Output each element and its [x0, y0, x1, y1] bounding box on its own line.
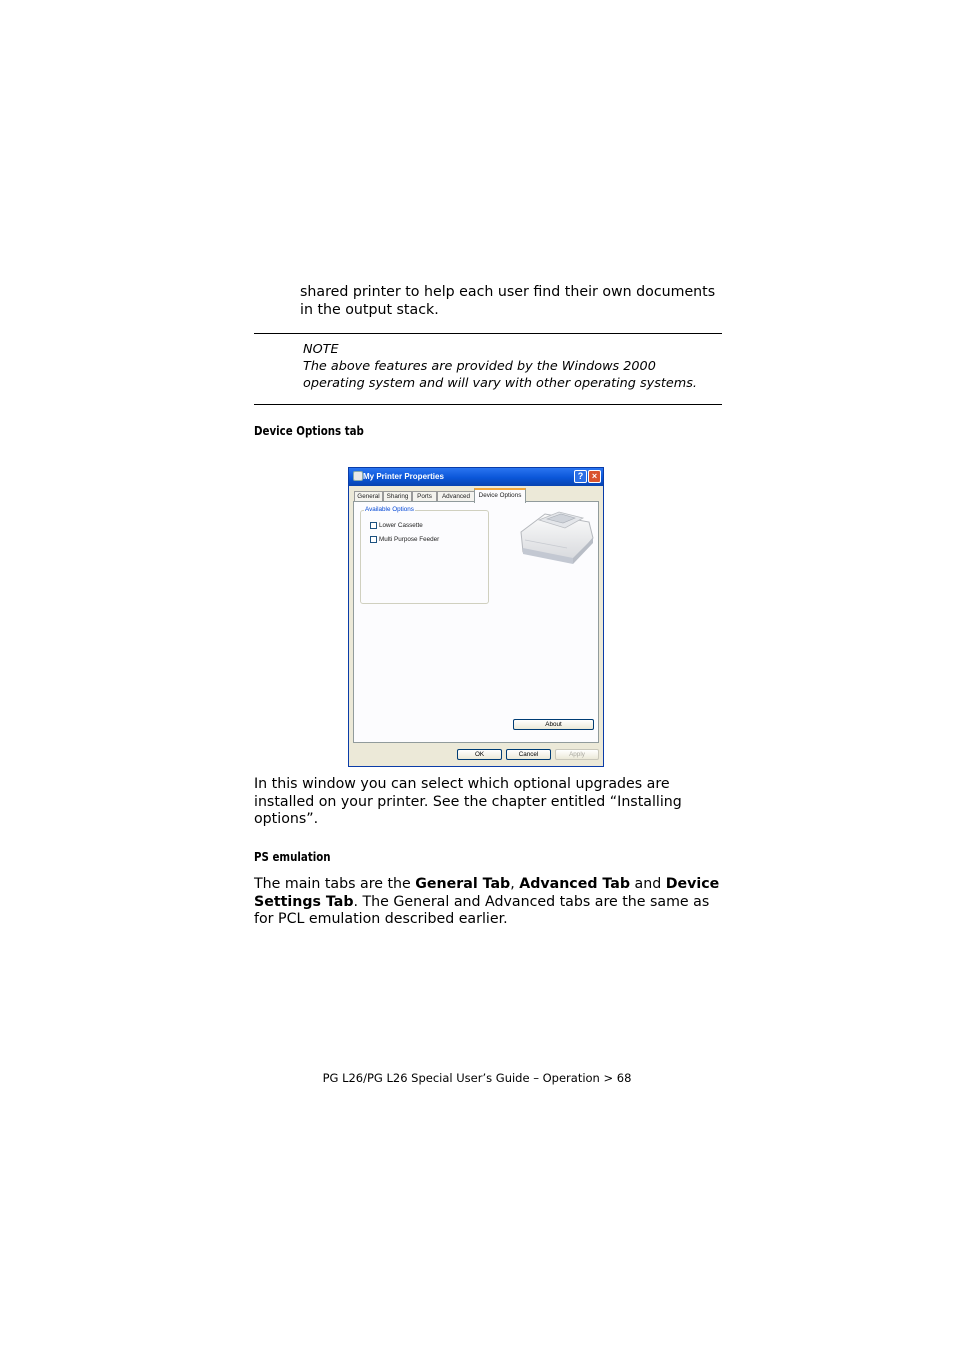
device-options-description [254, 776, 682, 829]
tab-advanced[interactable]: Advanced [437, 491, 475, 502]
lower-cassette-label: Lower Cassette [379, 522, 423, 529]
cancel-button[interactable]: Cancel [506, 749, 551, 760]
intro-line: shared printer to help each user find their own documents [300, 284, 716, 300]
available-options-label: Available Options [365, 506, 414, 513]
apply-button[interactable]: Apply [555, 749, 599, 760]
section-heading-device-options: Device Options tab [254, 423, 364, 438]
advanced-tab-term: Advanced Tab [519, 876, 631, 892]
paragraph-line [254, 894, 724, 912]
device-settings-tab-term: Settings Tab [254, 893, 354, 910]
ps-emulation-paragraph [254, 876, 724, 929]
ok-button[interactable]: OK [457, 749, 502, 760]
paragraph-line: options”. [254, 811, 319, 828]
general-tab-term: General Tab [415, 876, 511, 892]
paragraph-line [254, 876, 724, 894]
multi-purpose-feeder-label: Multi Purpose Feeder [379, 536, 440, 543]
dialog-titlebar [349, 468, 603, 486]
intro-paragraph [300, 284, 715, 319]
close-button[interactable]: × [588, 470, 601, 483]
text-run: . The General and Advanced tabs are the same as [353, 893, 710, 910]
printer-properties-dialog [348, 467, 604, 767]
tab-general[interactable]: General [354, 491, 383, 502]
dialog-title: My Printer Properties [363, 472, 444, 481]
note-block [303, 341, 697, 392]
note-label: NOTE [303, 342, 339, 357]
printer-icon [353, 471, 363, 481]
paragraph-line: installed on your printer. See the chapter entitled “Installing [254, 793, 682, 810]
text-run: and [630, 876, 666, 892]
note-line: The above features are provided by the Windows 2000 [303, 359, 656, 374]
tab-sharing[interactable]: Sharing [383, 491, 412, 502]
note-line: operating system and will vary with other operating systems. [303, 376, 697, 391]
note-bottom-rule [254, 404, 722, 405]
page-footer: PG L26/PG L26 Special User’s Guide – Operation > 68 [322, 1071, 632, 1085]
about-button[interactable]: About [513, 719, 594, 730]
printer-image [515, 508, 595, 570]
paragraph-line: In this window you can select which optional upgrades are [254, 776, 670, 792]
tab-device-options[interactable]: Device Options [474, 488, 526, 503]
lower-cassette-checkbox[interactable] [370, 522, 377, 529]
note-top-rule [254, 333, 722, 334]
help-button[interactable]: ? [574, 470, 587, 483]
text-run: , [510, 876, 520, 892]
paragraph-line: for PCL emulation described earlier. [254, 911, 508, 928]
tab-ports[interactable]: Ports [412, 491, 437, 502]
text-run: The main tabs are the [254, 876, 416, 892]
intro-line: in the output stack. [300, 301, 439, 318]
multi-purpose-feeder-checkbox[interactable] [370, 536, 377, 543]
device-settings-tab-term: Device [665, 876, 720, 892]
section-heading-ps-emulation: PS emulation [254, 849, 331, 864]
